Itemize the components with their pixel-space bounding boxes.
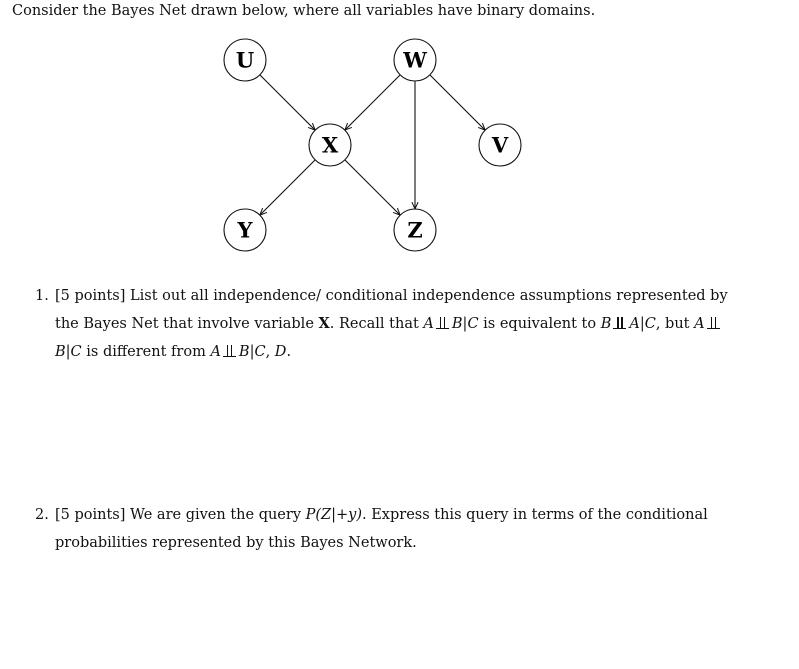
- symbol-b: B: [238, 344, 250, 360]
- question-1-text-a: List out all independence/ conditional independence assumptions represented by the Bayes Net that involve variable: [55, 288, 728, 332]
- symbol-c: C: [70, 344, 82, 360]
- symbol-b: B: [55, 344, 66, 360]
- question-2-text-a: We are given the query: [130, 507, 302, 523]
- node-w: [394, 39, 436, 81]
- different-text: is different from: [86, 344, 206, 360]
- independence-symbol: [436, 317, 450, 329]
- symbol-a: A: [694, 316, 705, 332]
- node-z: [394, 209, 436, 251]
- symbol-b: B: [451, 316, 463, 332]
- node-y: [224, 209, 266, 251]
- symbol-a: A: [629, 316, 640, 332]
- intro-text: Consider the Bayes Net drawn below, where all variables have binary domains.: [12, 3, 596, 19]
- node-label-v: V: [491, 132, 509, 158]
- bayes-net-diagram: [0, 0, 799, 260]
- question-1-text-b: . Recall that: [329, 316, 419, 332]
- question-1-variable: X: [318, 315, 330, 332]
- but-text: , but: [655, 316, 690, 332]
- node-label-x: X: [321, 132, 339, 158]
- independence-symbol: [707, 317, 721, 329]
- node-label-u: U: [235, 47, 255, 73]
- node-label-w: W: [403, 47, 427, 73]
- question-2: [35, 501, 745, 557]
- edge-x-z: [345, 160, 400, 215]
- symbol-b: B: [600, 316, 612, 332]
- question-2-number: 2.: [35, 507, 49, 523]
- node-v: [479, 124, 521, 166]
- symbol-a: A: [423, 316, 434, 332]
- question-1-points: [5 points]: [55, 288, 126, 304]
- edge-x-y: [260, 160, 315, 215]
- query-expression: P(Z|+y): [305, 507, 362, 523]
- node-label-y: Y: [237, 217, 253, 243]
- equiv-text: is equivalent to: [483, 316, 597, 332]
- edge-w-x: [345, 75, 400, 130]
- node-x: [309, 124, 351, 166]
- symbol-d: D: [274, 344, 287, 360]
- question-2-text-b: . Express this query in terms of the conditional probabilities represented by this Bayes Network.: [55, 507, 708, 551]
- node-u: [224, 39, 266, 81]
- independence-symbol: [223, 345, 237, 357]
- symbol-c: C: [254, 344, 266, 360]
- symbol-a: A: [210, 344, 221, 360]
- independence-symbol: [613, 317, 627, 329]
- edge-u-x: [260, 75, 315, 130]
- node-label-z: Z: [407, 217, 423, 243]
- edge-w-v: [430, 75, 485, 130]
- question-1-number: 1.: [35, 288, 49, 304]
- question-1-end: .: [286, 344, 292, 360]
- question-2-points: [5 points]: [55, 507, 126, 523]
- symbol-c: C: [644, 316, 656, 332]
- symbol-c: C: [467, 316, 479, 332]
- question-1: 1. [5 points] List out all independence/ conditional independence assumptions represented by the Bayes Net that involve variable X. Recall that A B|C is equivalent to B A|C, but A B|C is different from A B|C, D.: [35, 282, 745, 366]
